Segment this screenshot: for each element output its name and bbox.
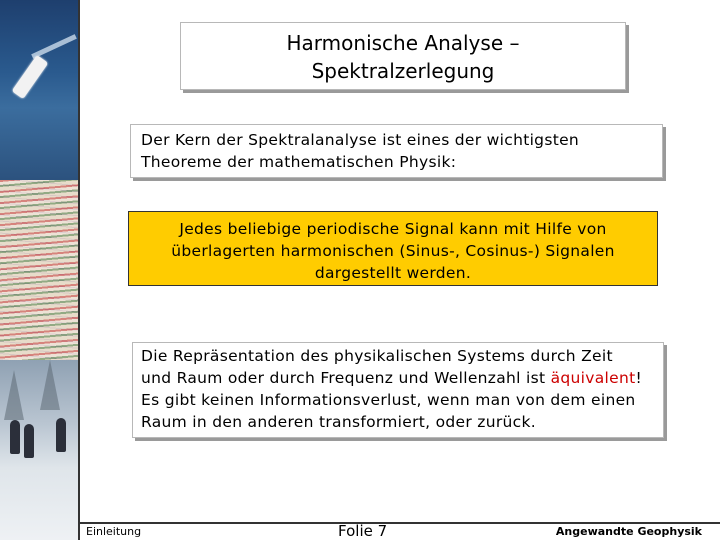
person-figure bbox=[56, 418, 66, 452]
footer-slide-number: Folie 7 bbox=[338, 522, 388, 540]
equivalence-line-4: Raum in den anderen transformiert, oder zurück. bbox=[141, 413, 536, 431]
winter-field-photo bbox=[0, 360, 78, 540]
intro-line-2: Theoreme der mathematischen Physik: bbox=[141, 153, 457, 171]
theorem-line-1: Jedes beliebige periodische Signal kann mit Hilfe von bbox=[179, 220, 607, 238]
title-line-2: Spektralzerlegung bbox=[311, 59, 495, 83]
person-figure bbox=[24, 424, 34, 458]
theorem-highlight-box bbox=[128, 211, 658, 286]
equivalence-highlight-word: äquivalent bbox=[550, 369, 636, 387]
tree-shape bbox=[4, 370, 24, 420]
theorem-line-2: überlagerten harmonischen (Sinus-, Cosinus-) Signalen bbox=[171, 242, 615, 260]
person-figure bbox=[10, 420, 20, 454]
slide-title bbox=[180, 22, 626, 90]
equivalence-line-2-text: und Raum oder durch Frequenz und Wellenzahl ist bbox=[141, 369, 551, 387]
equivalence-line-2 bbox=[141, 367, 655, 389]
theorem-line-3: dargestellt werden. bbox=[314, 264, 472, 282]
intro-line-1: Der Kern der Spektralanalyse ist eines der wichtigsten bbox=[141, 131, 580, 149]
footer-divider bbox=[80, 522, 720, 524]
footer-course-title: Angewandte Geophysik bbox=[555, 525, 702, 538]
strip-divider bbox=[78, 0, 80, 540]
intro-text-box bbox=[130, 124, 663, 178]
research-ship-photo bbox=[0, 0, 78, 180]
title-line-1: Harmonische Analyse – bbox=[286, 31, 520, 55]
equivalence-line-1: Die Repräsentation des physikalischen Systems durch Zeit bbox=[141, 347, 613, 365]
decorative-image-strip bbox=[0, 0, 78, 540]
seismic-section-image bbox=[0, 180, 78, 360]
equivalence-line-3: Es gibt keinen Informationsverlust, wenn man von dem einen bbox=[141, 391, 636, 409]
equivalence-text-box bbox=[132, 342, 664, 438]
ship-hull bbox=[12, 55, 49, 99]
tree-shape bbox=[40, 360, 60, 410]
footer-section-label: Einleitung bbox=[86, 525, 142, 538]
equivalence-line-2-end: ! bbox=[635, 369, 642, 387]
